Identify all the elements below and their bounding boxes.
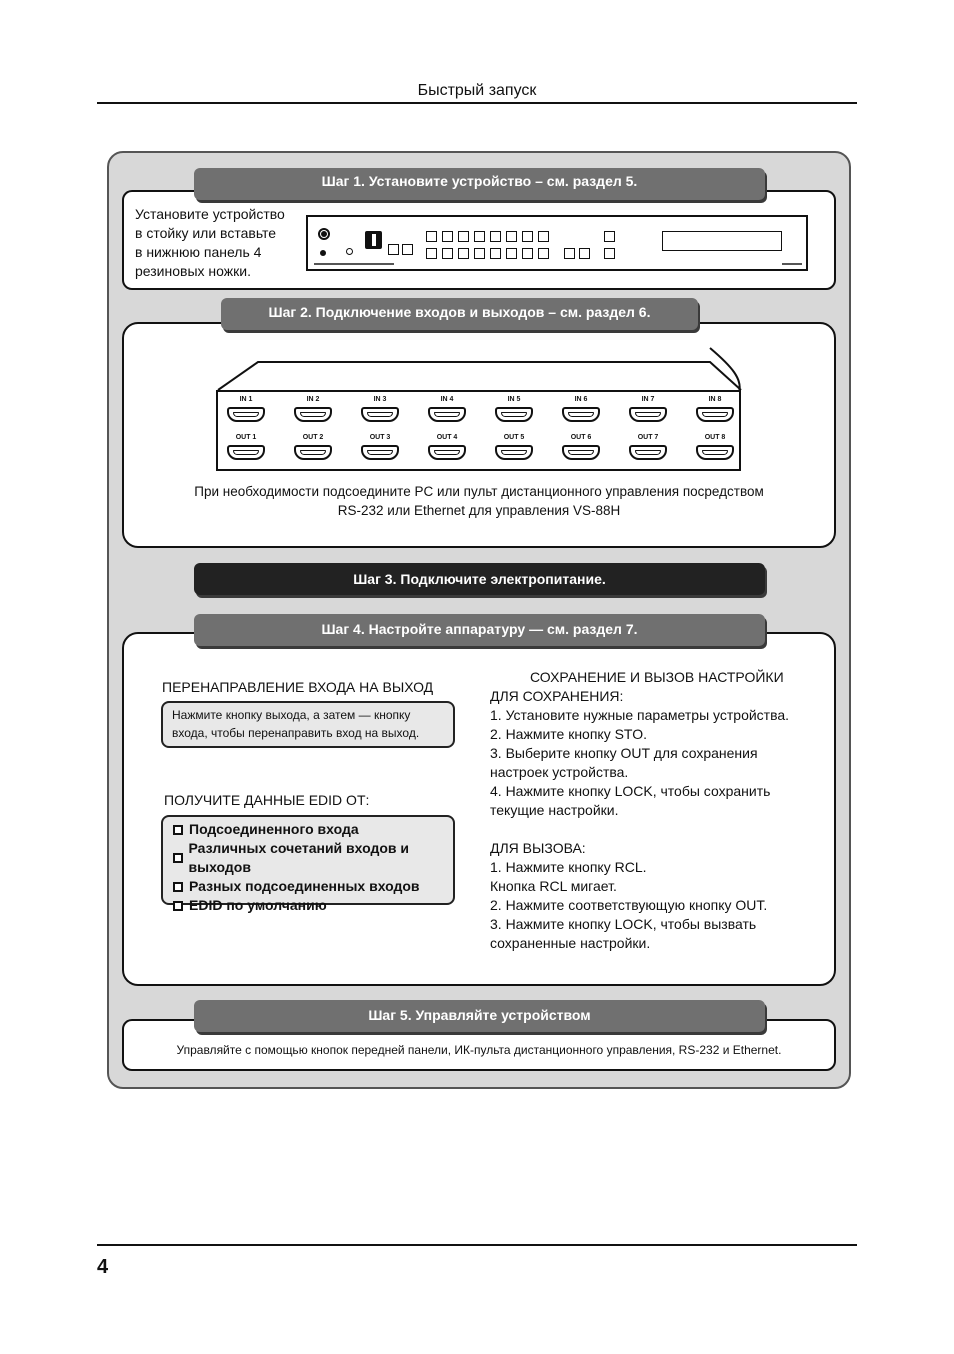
input-port-label: IN 3 [373, 396, 387, 403]
step5-banner: Шаг 5. Управляйте устройством [194, 1000, 765, 1032]
output-port-label: OUT 8 [704, 434, 726, 441]
hdmi-input-port [294, 407, 332, 422]
page-header-title: Быстрый запуск [417, 82, 537, 99]
output-port-label: OUT 7 [637, 434, 659, 441]
edid-option: Разных подсоединенных входов [173, 877, 453, 896]
step5-text: Управляйте с помощью кнопок передней панели, ИК-пульта дистанционного управления, RS-232 и Ethernet. [176, 1043, 782, 1057]
routing-box: Нажмите кнопку выхода, а затем — кнопку входа, чтобы перенаправить вход на выход. [161, 701, 455, 748]
hdmi-output-port [428, 445, 466, 460]
step3-banner: Шаг 3. Подключите электропитание. [194, 563, 765, 595]
input-port-label: IN 5 [507, 396, 521, 403]
hdmi-input-port [562, 407, 600, 422]
input-port-label: IN 1 [239, 396, 253, 403]
device-front-panel-illustration [306, 215, 808, 271]
output-port-label: OUT 6 [570, 434, 592, 441]
hdmi-output-port [294, 445, 332, 460]
edid-box [161, 815, 455, 913]
device-rear-panel-illustration [216, 390, 741, 471]
hdmi-input-port [428, 407, 466, 422]
hdmi-input-port [629, 407, 667, 422]
hdmi-output-port [495, 445, 533, 460]
page-number: 4 [97, 1256, 109, 1278]
checkbox-icon [173, 882, 183, 892]
routing-title: ПЕРЕНАПРАВЛЕНИЕ ВХОДА НА ВЫХОД [162, 679, 434, 695]
header-rule [97, 102, 857, 104]
step1-banner: Шаг 1. Установите устройство – см. раздел 5. [194, 168, 765, 200]
hdmi-input-port [361, 407, 399, 422]
input-port-label: IN 4 [440, 396, 454, 403]
input-port-label: IN 7 [641, 396, 655, 403]
step1-text: Установите устройство в стойку или вставьте в нижнюю панель 4 резиновых ножки. [135, 206, 285, 279]
footer-rule [97, 1244, 857, 1246]
input-port-label: IN 6 [574, 396, 588, 403]
edid-option: EDID по умолчанию [173, 896, 453, 915]
store-recall-title: СОХРАНЕНИЕ И ВЫЗОВ НАСТРОЙКИ [530, 669, 784, 685]
output-port-label: OUT 4 [436, 434, 458, 441]
checkbox-icon [173, 853, 183, 863]
checkbox-icon [173, 825, 183, 835]
rear-panel-top-outline [210, 345, 750, 395]
store-recall-instructions: ДЛЯ СОХРАНЕНИЯ: 1. Установите нужные параметры устройства. 2. Нажмите кнопку STO. 3. Выберите кнопку OUT для сохранения настроек устройства. 4. Нажмите кнопку LOCK, чтобы сохранить текущие настройки. ДЛЯ ВЫЗОВА: 1. Нажмите кнопку RCL. Кнопка RCL мигает. 2. Нажмите соответствующую кнопку OUT. 3. Нажмите кнопку LOCK, чтобы вызвать сохраненные настройки. [490, 688, 790, 951]
hdmi-output-port [562, 445, 600, 460]
hdmi-output-port [227, 445, 265, 460]
edid-option: Различных сочетаний входов и выходов [173, 839, 453, 877]
hdmi-input-port [696, 407, 734, 422]
input-port-label: IN 2 [306, 396, 320, 403]
step2-text: При необходимости подсоедините PC или пульт дистанционного управления посредством RS-232 или Ethernet для управления VS-88H [194, 484, 764, 518]
hdmi-input-port [227, 407, 265, 422]
hdmi-output-port [629, 445, 667, 460]
output-port-label: OUT 2 [302, 434, 324, 441]
hdmi-output-port [696, 445, 734, 460]
edid-option: Подсоединенного входа [173, 820, 453, 839]
checkbox-icon [173, 901, 183, 911]
edid-title: ПОЛУЧИТЕ ДАННЫЕ EDID ОТ: [164, 792, 370, 808]
output-port-label: OUT 5 [503, 434, 525, 441]
input-port-label: IN 8 [708, 396, 722, 403]
output-port-label: OUT 1 [235, 434, 257, 441]
hdmi-output-port [361, 445, 399, 460]
step2-banner: Шаг 2. Подключение входов и выходов – см. раздел 6. [221, 298, 698, 330]
step4-banner: Шаг 4. Настройте аппаратуру — см. раздел 7. [194, 614, 765, 646]
output-port-label: OUT 3 [369, 434, 391, 441]
hdmi-input-port [495, 407, 533, 422]
